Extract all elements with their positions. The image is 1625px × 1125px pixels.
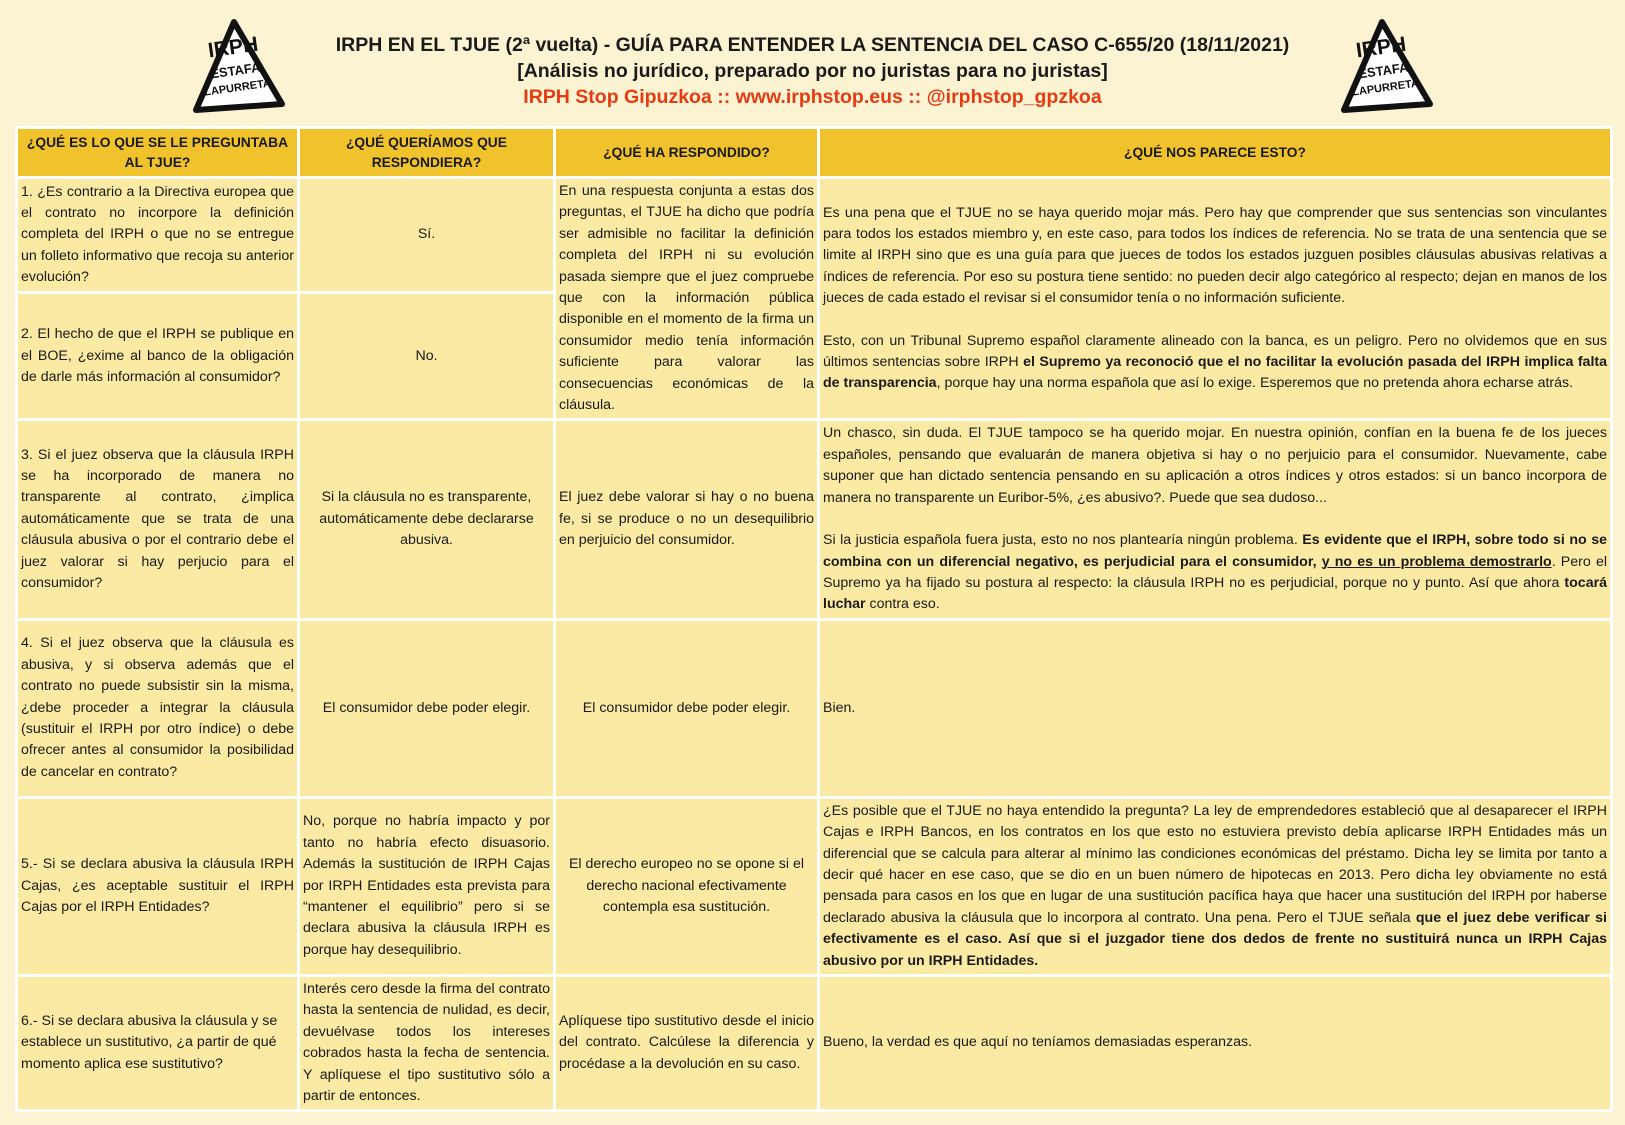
col-header-answer: ¿QUÉ HA RESPONDIDO?	[555, 128, 819, 178]
svg-text:ESTAFA: ESTAFA	[209, 59, 262, 82]
wanted-cell: Si la cláusula no es transparente, automáticamente debe declararse abusiva.	[299, 420, 555, 619]
wanted-cell: El consumidor debe poder elegir.	[299, 619, 555, 797]
page-subtitle: [Análisis no jurídico, preparado por no juristas para no juristas]	[517, 60, 1108, 82]
table-row	[17, 619, 1612, 797]
table-row	[17, 178, 1612, 293]
col-header-wanted: ¿QUÉ QUERÍAMOS QUE RESPONDIERA?	[299, 128, 555, 178]
table-row	[17, 797, 1612, 975]
table-row	[17, 420, 1612, 619]
opinion-paragraph: Un chasco, sin duda. El TJUE tampoco se ha querido mojar. En nuestra opinión, confían en la buena fe de los jueces españoles, pensando que evaluarán de manera objetiva si hay o no perjuicio para el consumidor. Nuevamente, cabe suponer que han dictado sentencia pensando en su aplicación a otros índices y otros estados: si un banco incorpora de manera no transparente un Euribor-5%, ¿es abusivo?. Puede que sea dudoso...	[823, 425, 1607, 506]
question-cell: 6.- Si se declara abusiva la cláusula y se establece un sustitutivo, ¿a partir de qué momento aplica ese sustitutivo?	[17, 975, 299, 1110]
irph-estafa-logo-right	[1336, 18, 1436, 114]
svg-text:IRPH: IRPH	[206, 32, 260, 63]
question-cell: 2. El hecho de que el IRPH se publique en el BOE, ¿exime al banco de la obligación de darle más información al consumidor?	[17, 293, 299, 420]
credits-line: IRPH Stop Gipuzkoa :: www.irphstop.eus :: @irphstop_gpzkoa	[523, 86, 1102, 108]
page-title: IRPH EN EL TJUE (2ª vuelta) - GUÍA PARA ENTENDER LA SENTENCIA DEL CASO C-655/20 (18/11/2021)	[335, 34, 1290, 56]
opinion-cell: Bien.	[819, 619, 1612, 797]
irph-estafa-logo	[188, 18, 288, 114]
header-row	[17, 128, 1612, 178]
opinion-cell: Bueno, la verdad es que aquí no teníamos demasiadas esperanzas.	[819, 975, 1612, 1110]
opinion-cell: Un chasco, sin duda. El TJUE tampoco se ha querido mojar. En nuestra opinión, confían en la buena fe de los jueces españoles, pensando que evaluarán de manera objetiva si hay o no perjuicio para el consumidor. Nuevamente, cabe suponer que han dictado sentencia pensando en su aplicación a otros índices y otros estados: si un banco incorpora de manera no transparente un Euribor-5%, ¿es abusivo?. Puede que sea dudoso... Si la justicia española fuera justa, esto no nos plantearía ningún problema. Es evidente que el IRPH, sobre todo si no se combina con un diferencial negativo, es perjudicial para el consumidor, y no es un problema demostrarlo. Pero el Supremo ya ha fijado su postura al respecto: la cláusula IRPH no es perjudicial, porque no y punto. Así que ahora tocará luchar contra eso.	[819, 420, 1612, 619]
opinion-highlight: Es evidente que el IRPH, sobre todo si no se combina con un diferencial negativo, es perjudicial para el consumidor,	[823, 532, 1607, 570]
question-cell: 1. ¿Es contrario a la Directiva europea que el contrato no incorpore la definición completa del IRPH o que no se entregue un folleto informativo que recoja su anterior evolución?	[17, 178, 299, 293]
answer-cell: Aplíquese tipo sustitutivo desde el inicio del contrato. Calcúlese la diferencia y procédase a la devolución en su caso.	[555, 975, 819, 1110]
wanted-cell: Interés cero desde la firma del contrato hasta la sentencia de nulidad, es decir, devuélvase todos los intereses cobrados hasta la fecha de sentencia. Y aplíquese el tipo sustitutivo sólo a partir de entonces.	[299, 975, 555, 1110]
opinion-highlight: el Supremo ya reconoció que el no facilitar la evolución pasada del IRPH implica falta de transparencia	[823, 354, 1608, 392]
col-header-question: ¿QUÉ ES LO QUE SE LE PREGUNTABA AL TJUE?	[17, 128, 299, 178]
opinion-highlight: que el juez debe verificar si efectivamente es el caso. Así que si el juzgador tiene dos dedos de frente no sustituirá nunca un IRPH Cajas abusivo por un IRPH Entidades.	[823, 909, 1607, 969]
wanted-cell: No.	[299, 293, 555, 420]
opinion-paragraph: Es una pena que el TJUE no se haya querido mojar más. Pero hay que comprender que sus sentencias son vinculantes para todos los estados miembro y, en este caso, para todos los índices de referencia. No se trata de una sentencia que se limite al IRPH sino que es una guía para que jueces de todos los estados juzguen posibles cláusulas abusivas relativas a índices de referencia. Por eso su postura tiene sentido: no pueden decir algo categórico al respecto; dejan en manos de los jueces de cada estado el revisar si el consumidor tenía o no información suficiente.	[823, 204, 1607, 307]
header-titles	[300, 32, 1325, 110]
col-header-opinion: ¿QUÉ NOS PARECE ESTO?	[819, 128, 1612, 178]
svg-text:IRPH: IRPH	[1354, 32, 1408, 63]
answer-cell: El juez debe valorar si hay o no buena fe, si se produce o no un desequilibrio en perjuicio del consumidor.	[555, 420, 819, 619]
svg-text:LAPURRETA: LAPURRETA	[203, 77, 272, 99]
header	[0, 0, 1625, 125]
opinion-cell: Es una pena que el TJUE no se haya querido mojar más. Pero hay que comprender que sus sentencias son vinculantes para todos los estados miembro y, en este caso, para todos los índices de referencia. No se trata de una sentencia que se limite al IRPH sino que es una guía para que jueces de todos los estados juzguen posibles cláusulas abusivas relativas a índices de referencia. Por eso su postura tiene sentido: no pueden decir algo categórico al respecto; dejan en manos de los jueces de cada estado el revisar si el consumidor tenía o no información suficiente. Esto, con un Tribunal Supremo español claramente alineado con la banca, es un peligro. Pero no olvidemos que en sus últimos sentencias sobre IRPH el Supremo ya reconoció que el no facilitar la evolución pasada del IRPH implica falta de transparencia, porque hay una norma española que así lo exige. Esperemos que no pretenda ahora echarse atrás.	[819, 178, 1612, 420]
guide-table	[15, 126, 1613, 1112]
table-row	[17, 975, 1612, 1110]
opinion-underline: y no es un problema demostrarlo	[1321, 553, 1552, 570]
wanted-cell: No, porque no habría impacto y por tanto no habría efecto disuasorio. Además la sustitución de IRPH Cajas por IRPH Entidades esta prevista para “mantener el equilibrio” pero si se declara abusiva la cláusula IRPH es porque hay desequilibrio.	[299, 797, 555, 975]
question-cell: 4. Si el juez observa que la cláusula es abusiva, y si observa además que el contrato no puede subsistir sin la misma, ¿debe proceder a integrar la cláusula (sustituir el IRPH por otro índice) o debe ofrecer antes al consumidor la posibilidad de cancelar en contrato?	[17, 619, 299, 797]
answer-cell: En una respuesta conjunta a estas dos preguntas, el TJUE ha dicho que podría ser admisible no facilitar la definición completa del IRPH ni su evolución pasada siempre que el juez compruebe que con la información pública disponible en el momento de la firma un consumidor medio tenía información suficiente para valorar las consecuencias económicas de la cláusula.	[555, 178, 819, 420]
question-cell: 3. Si el juez observa que la cláusula IRPH se ha incorporado de manera no transparente al contrato, ¿implica automáticamente que se trata de una cláusula abusiva o por el contrario debe el juez valorar si hay perjucio para el consumidor?	[17, 420, 299, 619]
question-cell: 5.- Si se declara abusiva la cláusula IRPH Cajas, ¿es aceptable sustituir el IRPH Cajas por el IRPH Entidades?	[17, 797, 299, 975]
svg-text:LAPURRETA: LAPURRETA	[1351, 77, 1420, 99]
wanted-cell: Sí.	[299, 178, 555, 293]
answer-cell: El derecho europeo no se opone si el derecho nacional efectivamente contempla esa sustitución.	[555, 797, 819, 975]
svg-text:ESTAFA: ESTAFA	[1357, 59, 1410, 82]
answer-cell: El consumidor debe poder elegir.	[555, 619, 819, 797]
opinion-cell: ¿Es posible que el TJUE no haya entendido la pregunta? La ley de emprendedores estableció que al desaparecer el IRPH Cajas e IRPH Bancos, en los contratos en los que esto no estuviera previsto debía aplicarse IRPH Entidades más un diferencial que se calcula para alterar al mínimo las condiciones económicas del préstamo. Dicha ley se limita por tanto a decir qué hacer en ese caso, que se dio en un buen número de hipotecas en 2013. Pero dicha ley obviamente no está pensada para casos en los que en lugar de una sustitución pacífica haya que hacer una sustitución del IRPH por haberse declarado abusiva la cláusula que lo incorpora al contrato. Una pena. Pero el TJUE señala que el juez debe verificar si efectivamente es el caso. Así que si el juzgador tiene dos dedos de frente no sustituirá nunca un IRPH Cajas abusivo por un IRPH Entidades.	[819, 797, 1612, 975]
